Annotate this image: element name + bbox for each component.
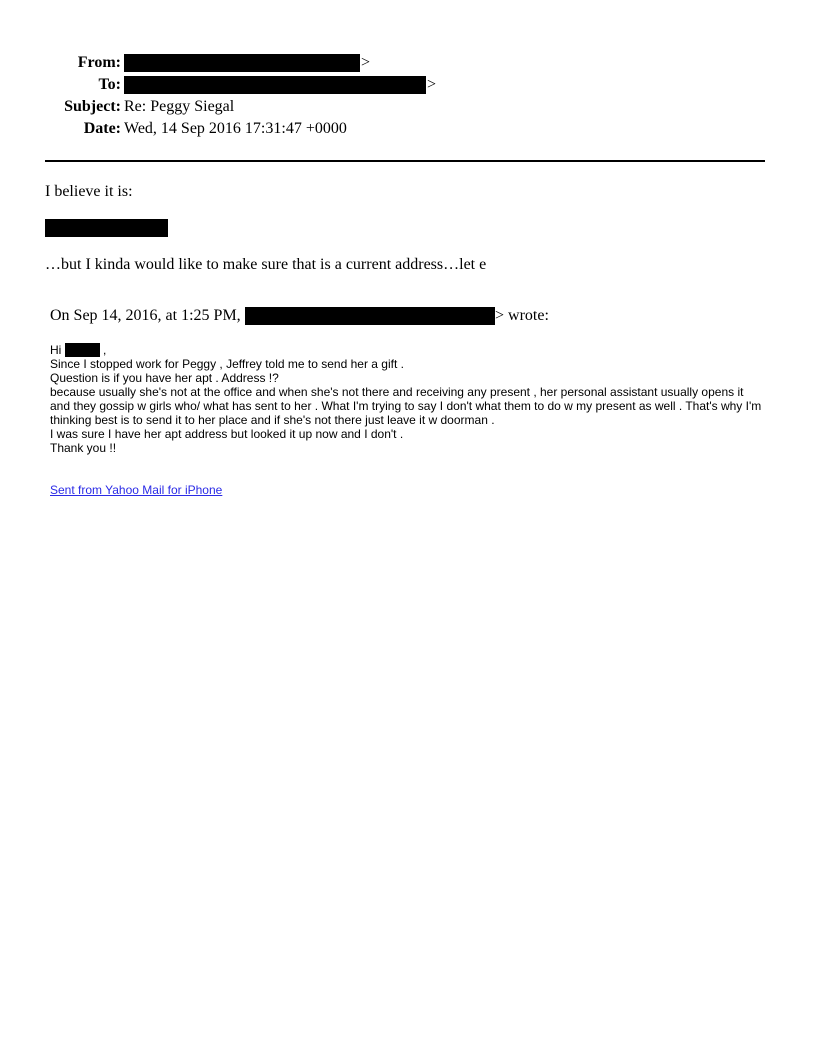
reply-line-1: I believe it is: [45, 183, 133, 200]
date-label: Date: [83, 120, 121, 137]
message-line: because usually she's not at the office and when she's not there and receiving any present , her personal assistant usually opens it [50, 385, 744, 399]
greeting-prefix: Hi [50, 343, 62, 357]
sender-redaction [245, 307, 495, 325]
header-subject-row [0, 97, 800, 117]
message-line: Question is if you have her apt . Address !? [50, 371, 279, 385]
yahoo-mail-signature-link[interactable]: Sent from Yahoo Mail for iPhone [50, 483, 223, 497]
greeting-suffix: , [103, 343, 107, 357]
subject-label: Subject: [64, 98, 121, 115]
reply-line-2: …but I kinda would like to make sure that is a current address…let e [45, 256, 487, 273]
attribution-prefix: On Sep 14, 2016, at 1:25 PM, [50, 307, 241, 324]
message-line: Since I stopped work for Peggy , Jeffrey told me to send her a gift . [50, 357, 404, 371]
to-label: To: [98, 76, 121, 93]
message-line: and they gossip w girls who/ what has sent to her . What I'm trying to say I don't what them to do w my present as well . That's why I'm [50, 399, 762, 413]
message-line: Thank you !! [50, 441, 117, 455]
header-divider [45, 160, 765, 162]
recipient-name-redaction [65, 343, 100, 357]
header-from-row [0, 53, 800, 73]
greeting-line [50, 343, 61, 357]
from-label: From: [77, 54, 121, 71]
address-redaction [45, 219, 168, 237]
quote-attribution [50, 306, 241, 326]
subject-value: Re: Peggy Siegal [124, 98, 235, 115]
header-date-row [0, 119, 800, 139]
message-line: I was sure I have her apt address but looked it up now and I don't . [50, 427, 404, 441]
date-value: Wed, 14 Sep 2016 17:31:47 +0000 [124, 120, 347, 137]
from-redaction [124, 54, 360, 72]
to-redaction [124, 76, 426, 94]
attribution-suffix: > wrote: [495, 307, 549, 324]
to-suffix: > [427, 76, 437, 93]
from-suffix: > [361, 54, 371, 71]
header-to-row [0, 75, 800, 95]
message-line: thinking best is to send it to her place and if she's not there just leave it w doorman . [50, 413, 495, 427]
